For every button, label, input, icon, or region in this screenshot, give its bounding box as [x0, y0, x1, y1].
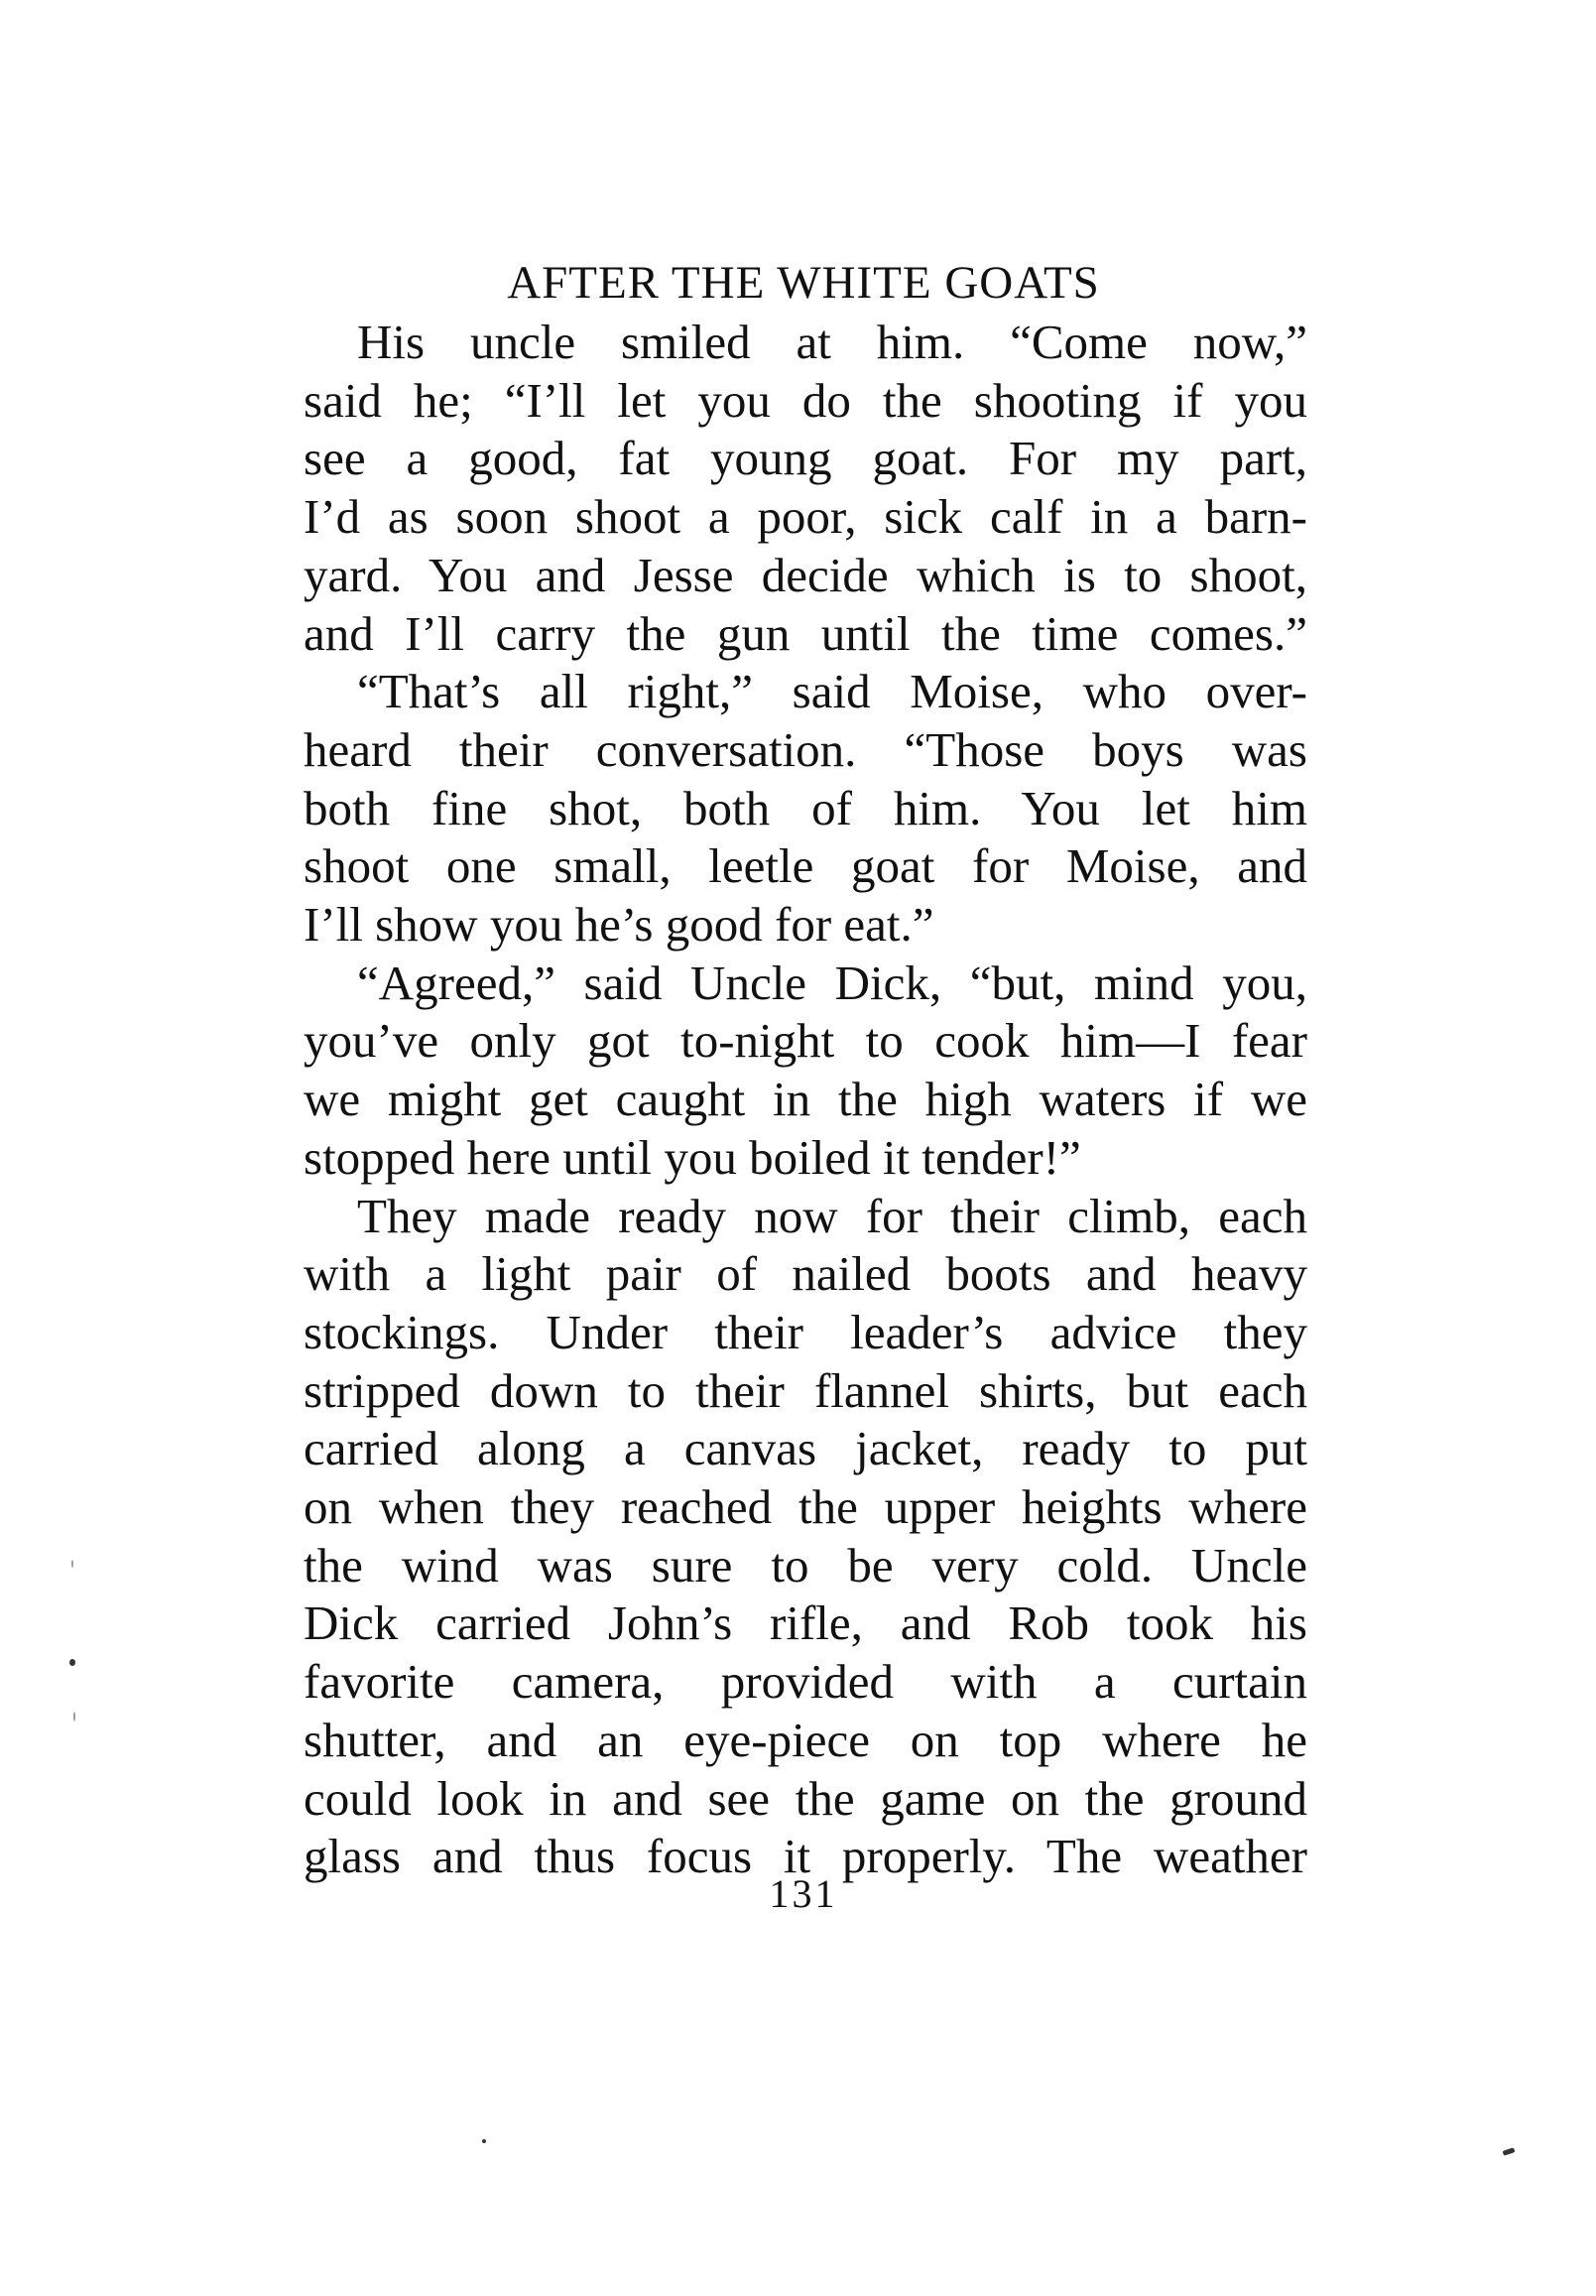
paragraph-1 [304, 314, 1307, 663]
text-line: and I’ll carry the gun until the time comes.” [304, 605, 1307, 661]
text-line: Dick carried John’s rifle, and Rob took his [304, 1595, 1307, 1651]
scan-speck [73, 1712, 75, 1722]
scan-speck [482, 2139, 486, 2143]
text-line: stopped here until you boiled it tender!” [304, 1129, 1081, 1185]
paragraph-2 [304, 663, 1307, 955]
page-number: 131 [769, 1871, 838, 1916]
body-text [304, 314, 1307, 1886]
text-line: glass and thus focus it properly. The weather [304, 1829, 1307, 1884]
text-line: His uncle smiled at him. “Come now,” [357, 315, 1307, 369]
text-line: could look in and see the game on the ground [304, 1770, 1307, 1826]
text-line: see a good, fat young goat. For my part, [304, 431, 1307, 486]
text-line: on when they reached the upper heights where [304, 1479, 1307, 1535]
text-line: shutter, and an eye-piece on top where he [304, 1712, 1307, 1767]
text-line: said he; “I’ll let you do the shooting if you [304, 372, 1307, 428]
text-line: shoot one small, leetle goat for Moise, and [304, 838, 1307, 894]
scan-speck [71, 1560, 73, 1568]
text-line: heard their conversation. “Those boys was [304, 721, 1307, 777]
text-line: “That’s all right,” said Moise, who over- [357, 664, 1307, 719]
text-line: I’d as soon shoot a poor, sick calf in a barn- [304, 489, 1307, 545]
paragraph-3 [304, 955, 1307, 1188]
text-line: favorite camera, provided with a curtain [304, 1654, 1307, 1710]
text-line: carried along a canvas jacket, ready to put [304, 1421, 1307, 1476]
text-line: both fine shot, both of him. You let him [304, 780, 1307, 835]
text-line: you’ve only got to-night to cook him—I fear [304, 1013, 1307, 1069]
paragraph-4 [304, 1188, 1307, 1886]
text-line: with a light pair of nailed boots and heavy [304, 1246, 1307, 1302]
scan-speck [1503, 2147, 1516, 2155]
text-line: I’ll show you he’s good for eat.” [304, 897, 934, 953]
text-line: the wind was sure to be very cold. Uncle [304, 1537, 1307, 1593]
text-line: They made ready now for their climb, each [357, 1188, 1307, 1243]
running-head: AFTER THE WHITE GOATS [507, 257, 1100, 309]
text-line: stockings. Under their leader’s advice they [304, 1304, 1307, 1359]
text-line: stripped down to their flannel shirts, but each [304, 1362, 1307, 1418]
scan-speck [69, 1659, 75, 1666]
text-line: yard. You and Jesse decide which is to shoot, [304, 547, 1307, 602]
text-line: we might get caught in the high waters if we [304, 1072, 1307, 1127]
text-line: “Agreed,” said Uncle Dick, “but, mind you, [357, 955, 1307, 1010]
